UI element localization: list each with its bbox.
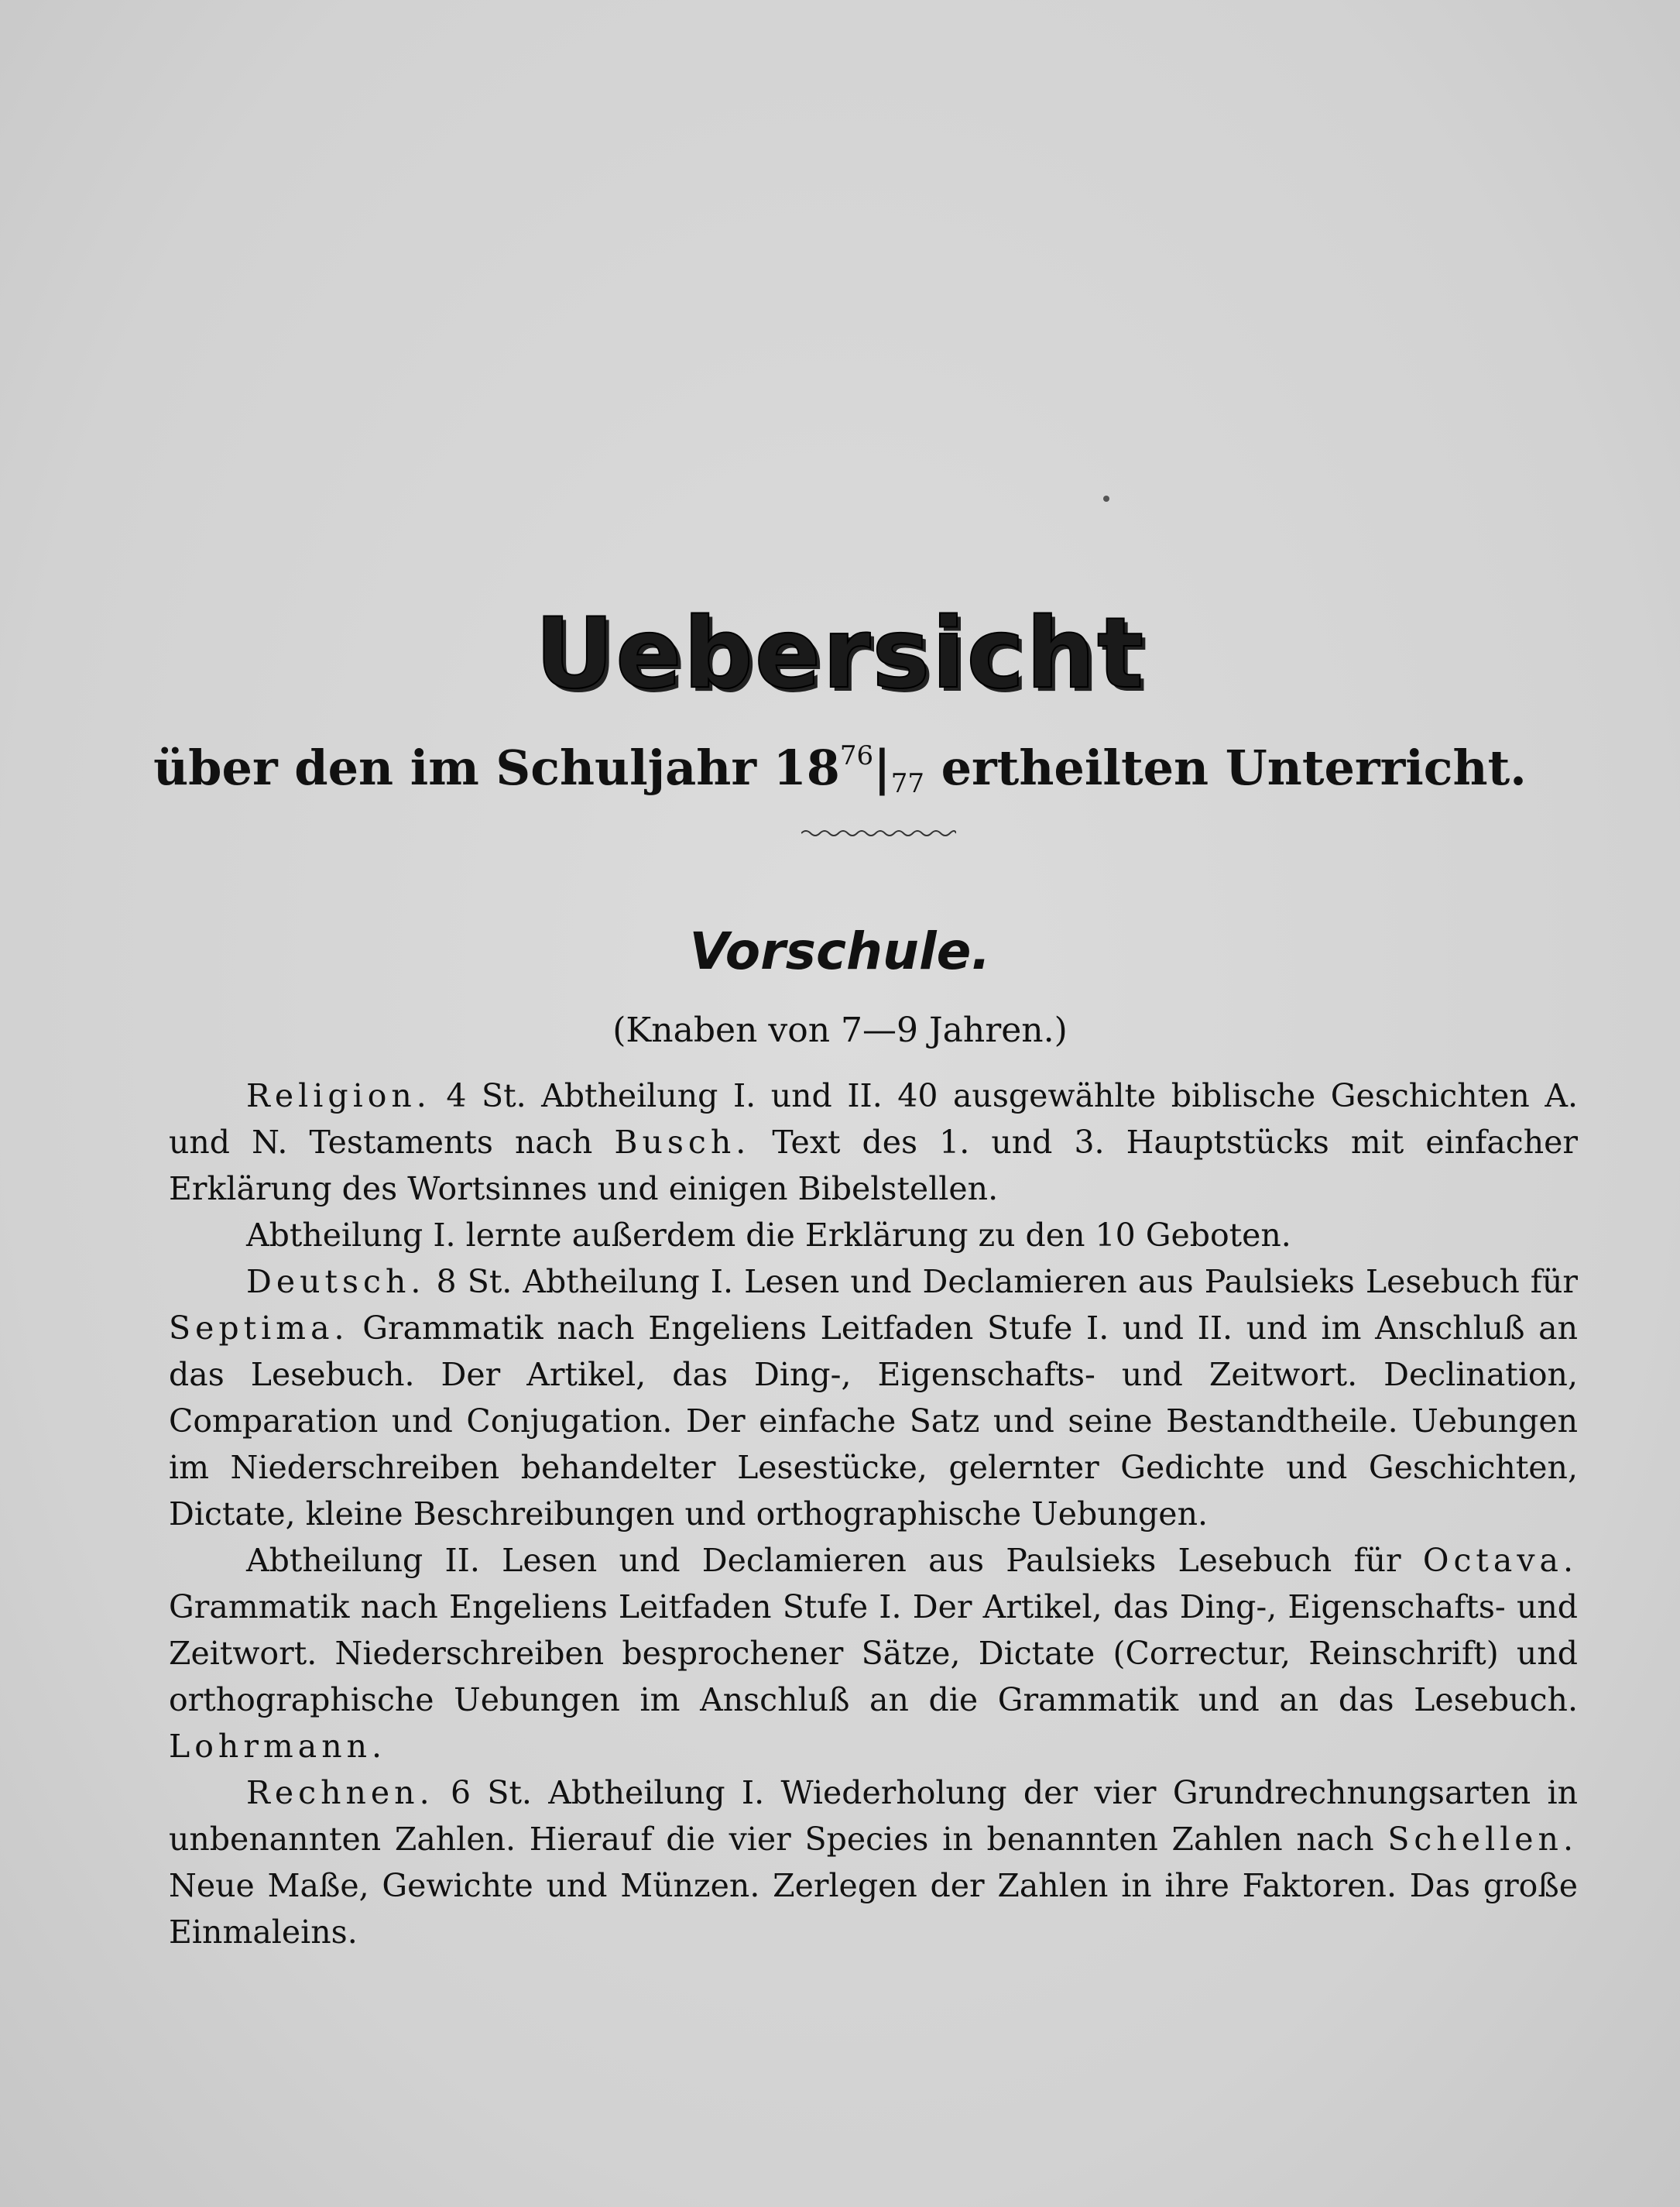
- subtitle-before: über den im Schuljahr 18: [153, 740, 840, 796]
- subtitle-sub: 77: [890, 768, 924, 799]
- deutsch-text2: Grammatik nach Engeliens Leitfaden Stufe I. und II. und im Anschluß an das Lesebuch. Der Artikel, das Ding-, Eigenschafts- und Zeitwort. Declination, Comparation und Conjugation. Der einfache Satz und seine Bestandtheile. Uebungen im Niederschreiben behandelter Lesestücke, gelernter Gedichte und Geschichten, Dictate, kleine Beschreibungen und orthographische Uebungen.: [169, 1309, 1578, 1533]
- ink-dot: [1103, 496, 1109, 502]
- rechnen-author: Schellen.: [1387, 1821, 1578, 1858]
- subtitle-after: ertheilten Unterricht.: [924, 740, 1527, 796]
- paragraph-rechnen: [169, 1769, 1578, 1955]
- paragraph-religion: [169, 1073, 1578, 1212]
- body-text: [169, 1073, 1578, 1955]
- subject-rechnen: Rechnen.: [246, 1774, 434, 1811]
- subject-religion: Religion.: [246, 1077, 431, 1114]
- paragraph-deutsch: [169, 1258, 1578, 1537]
- subject-deutsch: Deutsch.: [246, 1263, 426, 1300]
- rechnen-text2: Neue Maße, Gewichte und Münzen. Zerlegen der Zahlen in ihre Faktoren. Das große Einmaleins.: [169, 1867, 1578, 1951]
- ornament-divider: [801, 827, 956, 839]
- subtitle: [0, 740, 1680, 799]
- rechnen-text: 6 St. Abtheilung I. Wiederholung der vier Grundrechnungsarten in unbenannten Zahlen. Hierauf die vier Species in benannten Zahlen nach: [169, 1774, 1578, 1858]
- deutsch-abt2-class: Octava.: [1422, 1542, 1578, 1579]
- subtitle-sup: 76: [839, 740, 874, 771]
- religion-text2: Text des 1. und 3. Hauptstücks mit einfacher Erklärung des Wortsinnes und einigen Bibelstellen.: [169, 1124, 1578, 1207]
- age-note: (Knaben von 7—9 Jahren.): [612, 1011, 1068, 1050]
- deutsch-abt2-text: Abtheilung II. Lesen und Declamieren aus Paulsieks Lesebuch für: [246, 1542, 1423, 1579]
- deutsch-abt2-teacher: Lohrmann.: [169, 1728, 387, 1765]
- religion-text: 4 St. Abtheilung I. und II. 40 ausgewählte biblische Geschichten A. und N. Testaments nach: [169, 1077, 1578, 1161]
- paragraph-deutsch-abt2: [169, 1537, 1578, 1769]
- subtitle-sep: |: [873, 740, 891, 796]
- religion-author: Busch.: [614, 1124, 751, 1161]
- deutsch-class: Septima.: [169, 1309, 349, 1347]
- paragraph-religion-abt1: Abtheilung I. lernte außerdem die Erklärung zu den 10 Geboten.: [246, 1217, 1291, 1254]
- page-title: Uebersicht: [534, 596, 1146, 710]
- deutsch-text: 8 St. Abtheilung I. Lesen und Declamieren aus Paulsieks Lesebuch für: [425, 1263, 1578, 1300]
- section-heading: Vorschule.: [689, 922, 991, 981]
- deutsch-abt2-text2: Grammatik nach Engeliens Leitfaden Stufe I. Der Artikel, das Ding-, Eigenschafts- und Zeitwort. Niederschreiben besprochener Sätze, Dictate (Correctur, Reinschrift) und orthographische Uebungen im Anschluß an die Grammatik und an das Lesebuch.: [169, 1588, 1578, 1718]
